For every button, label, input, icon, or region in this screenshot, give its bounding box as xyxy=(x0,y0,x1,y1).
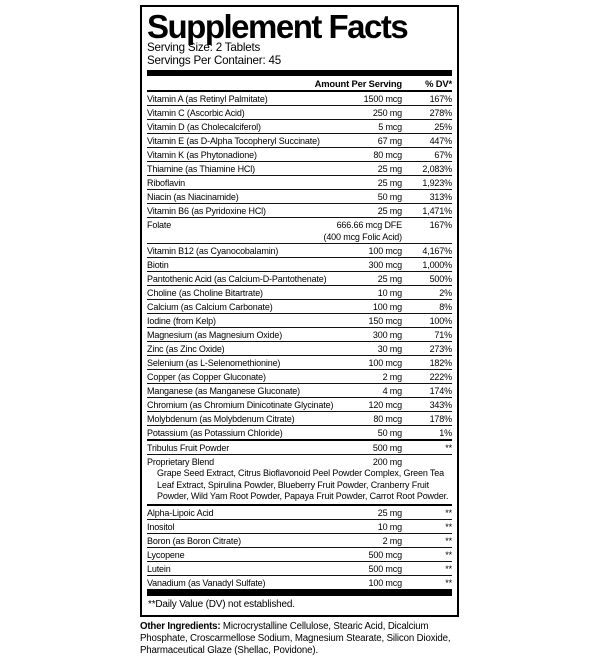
ingredient-amount xyxy=(369,357,402,369)
ingredient-amount-line1: 80 mcg xyxy=(373,413,402,424)
ingredient-dv: 25% xyxy=(434,121,452,132)
ingredient-name: Proprietary Blend xyxy=(147,456,214,467)
ingredient-name: Alpha-Lipoic Acid xyxy=(147,507,214,518)
ingredient-name: Biotin xyxy=(147,259,169,270)
table-row xyxy=(147,561,452,575)
ingredient-name: Vitamin K (as Phytonadione) xyxy=(147,149,257,160)
ingredient-name: Niacin (as Niacinamide) xyxy=(147,191,239,202)
ingredient-dv: 67% xyxy=(434,149,452,160)
table-row-main xyxy=(147,106,452,119)
table-row-main xyxy=(147,398,452,411)
table-row xyxy=(147,243,452,257)
ingredient-dv: ** xyxy=(445,563,452,574)
table-row-main xyxy=(147,370,452,383)
ingredient-amount xyxy=(378,273,402,285)
ingredient-dv: ** xyxy=(445,507,452,518)
table-row-main xyxy=(147,548,452,561)
ingredient-name: Lycopene xyxy=(147,549,185,560)
table-row xyxy=(147,519,452,533)
ingredient-amount-line1: 100 mcg xyxy=(368,357,402,368)
ingredient-amount xyxy=(378,191,402,203)
ingredient-amount-line1: 2 mg xyxy=(382,535,402,546)
ingredient-amount-line1: 50 mg xyxy=(377,191,402,202)
ingredient-amount xyxy=(383,371,402,383)
other-ingredients xyxy=(140,621,459,657)
ingredient-dv: 278% xyxy=(429,107,452,118)
ingredient-amount xyxy=(378,427,402,439)
ingredient-dv: 343% xyxy=(429,399,452,410)
ingredient-amount-line1: 500 mg xyxy=(372,442,402,453)
ingredient-name: Vitamin E (as D-Alpha Tocopheryl Succinate) xyxy=(147,135,320,146)
table-row-main xyxy=(147,314,452,327)
ingredient-amount-line1: 200 mg xyxy=(372,456,402,467)
table-row-main xyxy=(147,204,452,217)
ingredient-name: Vitamin D (as Cholecalciferol) xyxy=(147,121,261,132)
other-ingredients-label: Other Ingredients: xyxy=(140,621,221,633)
ingredient-amount xyxy=(378,521,402,533)
table-row-main xyxy=(147,576,452,589)
ingredient-name: Riboflavin xyxy=(147,177,186,188)
table-row-main xyxy=(147,520,452,533)
ingredient-dv: 100% xyxy=(429,315,452,326)
table-row xyxy=(147,369,452,383)
column-header-amount: Amount Per Serving xyxy=(314,78,402,90)
ingredient-amount xyxy=(373,442,402,454)
ingredient-dv: 182% xyxy=(429,357,452,368)
ingredient-name: Chromium (as Chromium Dinicotinate Glycinate) xyxy=(147,399,334,410)
table-row-main xyxy=(147,218,452,243)
table-row-main xyxy=(147,356,452,369)
ingredient-dv: 167% xyxy=(429,219,452,230)
ingredient-dv: 447% xyxy=(429,135,452,146)
ingredient-name: Magnesium (as Magnesium Oxide) xyxy=(147,329,283,340)
ingredient-amount-line1: 80 mcg xyxy=(373,149,402,160)
table-row xyxy=(147,175,452,189)
ingredient-amount xyxy=(369,245,402,257)
ingredient-amount xyxy=(383,385,402,397)
ingredient-name: Lutein xyxy=(147,563,171,574)
ingredient-amount-line1: 100 mcg xyxy=(368,245,402,256)
ingredient-amount xyxy=(369,563,402,575)
ingredient-dv: 2,083% xyxy=(422,163,452,174)
ingredient-name: Boron (as Boron Citrate) xyxy=(147,535,241,546)
table-row xyxy=(147,533,452,547)
table-row xyxy=(147,299,452,313)
ingredient-dv: 4,167% xyxy=(422,245,452,256)
ingredient-name: Selenium (as L-Selenomethionine) xyxy=(147,357,281,368)
ingredient-amount xyxy=(373,456,402,468)
ingredient-amount-line1: 25 mg xyxy=(377,163,402,174)
ingredient-name: Inositol xyxy=(147,521,175,532)
table-row-main xyxy=(147,190,452,203)
ingredient-amount-line1: 100 mcg xyxy=(368,577,402,588)
ingredient-amount xyxy=(373,413,402,425)
table-row xyxy=(147,397,452,411)
table-row xyxy=(147,547,452,561)
table-row xyxy=(147,285,452,299)
ingredient-amount xyxy=(378,205,402,217)
table-row xyxy=(147,189,452,203)
table-row xyxy=(147,411,452,425)
ingredient-amount xyxy=(369,549,402,561)
ingredient-name: Potassium (as Potassium Chloride) xyxy=(147,427,283,438)
ingredient-amount-line1: 250 mg xyxy=(372,107,402,118)
table-row xyxy=(147,147,452,161)
table-row-main xyxy=(147,244,452,257)
ingredient-amount xyxy=(373,329,402,341)
ingredient-name: Folate xyxy=(147,219,172,230)
ingredient-dv: ** xyxy=(445,577,452,588)
ingredient-amount-line1: 300 mg xyxy=(372,329,402,340)
ingredient-dv: 1,471% xyxy=(422,205,452,216)
ingredient-name: Vitamin B12 (as Cyanocobalamin) xyxy=(147,245,279,256)
table-row-main xyxy=(147,412,452,425)
ingredient-dv: ** xyxy=(445,549,452,560)
table-row xyxy=(147,119,452,133)
ingredient-name: Copper (as Copper Gluconate) xyxy=(147,371,266,382)
ingredient-amount xyxy=(378,287,402,299)
ingredient-amount xyxy=(369,399,402,411)
table-row xyxy=(147,355,452,369)
table-row xyxy=(147,271,452,285)
ingredient-amount xyxy=(323,219,402,243)
ingredient-amount xyxy=(369,315,402,327)
ingredient-name: Tribulus Fruit Powder xyxy=(147,442,230,453)
ingredient-amount-line1: 5 mcg xyxy=(378,121,402,132)
ingredient-amount xyxy=(378,163,402,175)
ingredient-amount-line1: 50 mg xyxy=(377,427,402,438)
table-row-main xyxy=(147,286,452,299)
table-row-main xyxy=(147,272,452,285)
ingredient-amount xyxy=(378,177,402,189)
ingredient-name: Zinc (as Zinc Oxide) xyxy=(147,343,225,354)
ingredient-amount-line1: 500 mcg xyxy=(368,563,402,574)
table-row-main xyxy=(147,162,452,175)
ingredient-amount-line1: 10 mg xyxy=(377,287,402,298)
ingredient-amount-line1: 30 mg xyxy=(377,343,402,354)
column-header-row xyxy=(147,76,452,92)
ingredient-dv: 222% xyxy=(429,371,452,382)
panel-title: Supplement Facts xyxy=(147,8,408,45)
ingredient-name: Manganese (as Manganese Gluconate) xyxy=(147,385,300,396)
ingredient-amount-line1: 300 mcg xyxy=(368,259,402,270)
table-row xyxy=(147,425,452,439)
ingredient-dv: 167% xyxy=(429,93,452,104)
table-row xyxy=(147,161,452,175)
table-row-main xyxy=(147,300,452,313)
table-row-main xyxy=(147,148,452,161)
ingredient-name: Molybdenum (as Molybdenum Citrate) xyxy=(147,413,295,424)
ingredient-amount-line1: 25 mg xyxy=(377,273,402,284)
ingredient-name: Vitamin A (as Retinyl Palmitate) xyxy=(147,93,268,104)
ingredient-amount-line1: 150 mcg xyxy=(368,315,402,326)
table-row xyxy=(147,454,452,504)
ingredient-amount xyxy=(378,121,402,133)
table-row xyxy=(147,439,452,454)
ingredient-amount xyxy=(369,259,402,271)
ingredient-dv: ** xyxy=(445,535,452,546)
ingredient-name: Choline (as Choline Bitartrate) xyxy=(147,287,263,298)
ingredient-amount xyxy=(369,577,402,589)
ingredient-amount-line1: 10 mg xyxy=(377,521,402,532)
ingredient-dv: 71% xyxy=(434,329,452,340)
ingredient-dv: 178% xyxy=(429,413,452,424)
table-row xyxy=(147,92,452,105)
ingredient-name: Thiamine (as Thiamine HCl) xyxy=(147,163,255,174)
serving-size: Serving Size: 2 Tablets xyxy=(147,41,261,55)
label-area xyxy=(140,5,459,657)
supplement-facts-panel xyxy=(140,5,459,617)
table-row-main xyxy=(147,120,452,133)
table-row-main xyxy=(147,562,452,575)
ingredient-amount-line1: 120 mcg xyxy=(368,399,402,410)
ingredient-dv: 500% xyxy=(429,273,452,284)
table-row xyxy=(147,504,452,519)
table-row-main xyxy=(147,441,452,454)
table-row xyxy=(147,341,452,355)
ingredient-name: Vitamin C (Ascorbic Acid) xyxy=(147,107,245,118)
ingredient-amount-line1: 500 mcg xyxy=(368,549,402,560)
ingredient-amount xyxy=(378,135,402,147)
ingredient-name: Calcium (as Calcium Carbonate) xyxy=(147,301,273,312)
ingredient-dv: ** xyxy=(445,521,452,532)
ingredient-amount-line1: 25 mg xyxy=(377,507,402,518)
table-row-main xyxy=(147,134,452,147)
ingredient-dv: 8% xyxy=(439,301,452,312)
table-row xyxy=(147,327,452,341)
ingredient-amount xyxy=(378,343,402,355)
ingredient-dv: 1,923% xyxy=(422,177,452,188)
table-row-main xyxy=(147,258,452,271)
servings-per-container: Servings Per Container: 45 xyxy=(147,53,281,67)
ingredient-amount-line1: 100 mg xyxy=(372,301,402,312)
table-row-main xyxy=(147,426,452,439)
ingredient-name: Pantothenic Acid (as Calcium-D-Pantothenate) xyxy=(147,273,327,284)
ingredient-amount xyxy=(383,535,402,547)
table-row xyxy=(147,217,452,243)
table-row-main xyxy=(147,384,452,397)
table-row-main xyxy=(147,328,452,341)
ingredient-amount xyxy=(373,149,402,161)
table-row xyxy=(147,203,452,217)
table-row xyxy=(147,383,452,397)
ingredient-dv: 1% xyxy=(439,427,452,438)
ingredient-dv: 1,000% xyxy=(422,259,452,270)
ingredient-name: Iodine (from Kelp) xyxy=(147,315,216,326)
ingredient-amount-line1: 4 mg xyxy=(382,385,402,396)
ingredient-dv: 2% xyxy=(439,287,452,298)
ingredient-amount xyxy=(373,107,402,119)
table-row xyxy=(147,313,452,327)
thick-bar-bottom xyxy=(147,589,452,596)
table-row-main xyxy=(147,176,452,189)
dv-footnote: **Daily Value (DV) not established. xyxy=(148,599,295,611)
column-header-dv: % DV* xyxy=(425,78,452,90)
table-row-main xyxy=(147,455,452,468)
table-row-main xyxy=(147,506,452,519)
ingredient-dv: 313% xyxy=(429,191,452,202)
table-row xyxy=(147,133,452,147)
other-ingredients-text: Microcrystalline Cellulose, Stearic Acid, Dicalcium Phosphate, Croscarmellose Sodium, Magnesium Stearate, Silicon Dioxide, Pharmaceutical Glaze (Shellac, Povidone). xyxy=(140,621,451,657)
table-row-main xyxy=(147,92,452,105)
ingredient-amount xyxy=(378,507,402,519)
table-rows xyxy=(147,92,452,589)
ingredient-amount-line1: 25 mg xyxy=(377,177,402,188)
table-row-main xyxy=(147,534,452,547)
ingredient-amount-line1: 25 mg xyxy=(377,205,402,216)
ingredient-dv: 174% xyxy=(429,385,452,396)
ingredient-name: Vanadium (as Vanadyl Sulfate) xyxy=(147,577,266,588)
ingredient-dv: 273% xyxy=(429,343,452,354)
table-row xyxy=(147,575,452,589)
ingredient-amount-line1: 666.66 mcg DFE xyxy=(336,219,402,230)
table-row-main xyxy=(147,342,452,355)
table-row xyxy=(147,105,452,119)
table-row xyxy=(147,257,452,271)
ingredient-dv: ** xyxy=(445,442,452,453)
ingredient-amount xyxy=(373,301,402,313)
ingredient-description: Grape Seed Extract, Citrus Bioflavonoid Peel Powder Complex, Green Tea Leaf Extract, Spirulina Powder, Blueberry Fruit Powder, Cranberry Fruit Powder, Wild Yam Root Powder, Papaya Fruit Powder, Carrot Root Powder. xyxy=(157,468,449,501)
ingredient-name: Vitamin B6 (as Pyridoxine HCl) xyxy=(147,205,266,216)
ingredient-amount-line1: 2 mg xyxy=(382,371,402,382)
ingredient-amount-line1: 1500 mcg xyxy=(363,93,402,104)
ingredient-amount xyxy=(364,93,402,105)
ingredient-amount-line2: (400 mcg Folic Acid) xyxy=(323,231,402,242)
ingredient-amount-line1: 67 mg xyxy=(377,135,402,146)
